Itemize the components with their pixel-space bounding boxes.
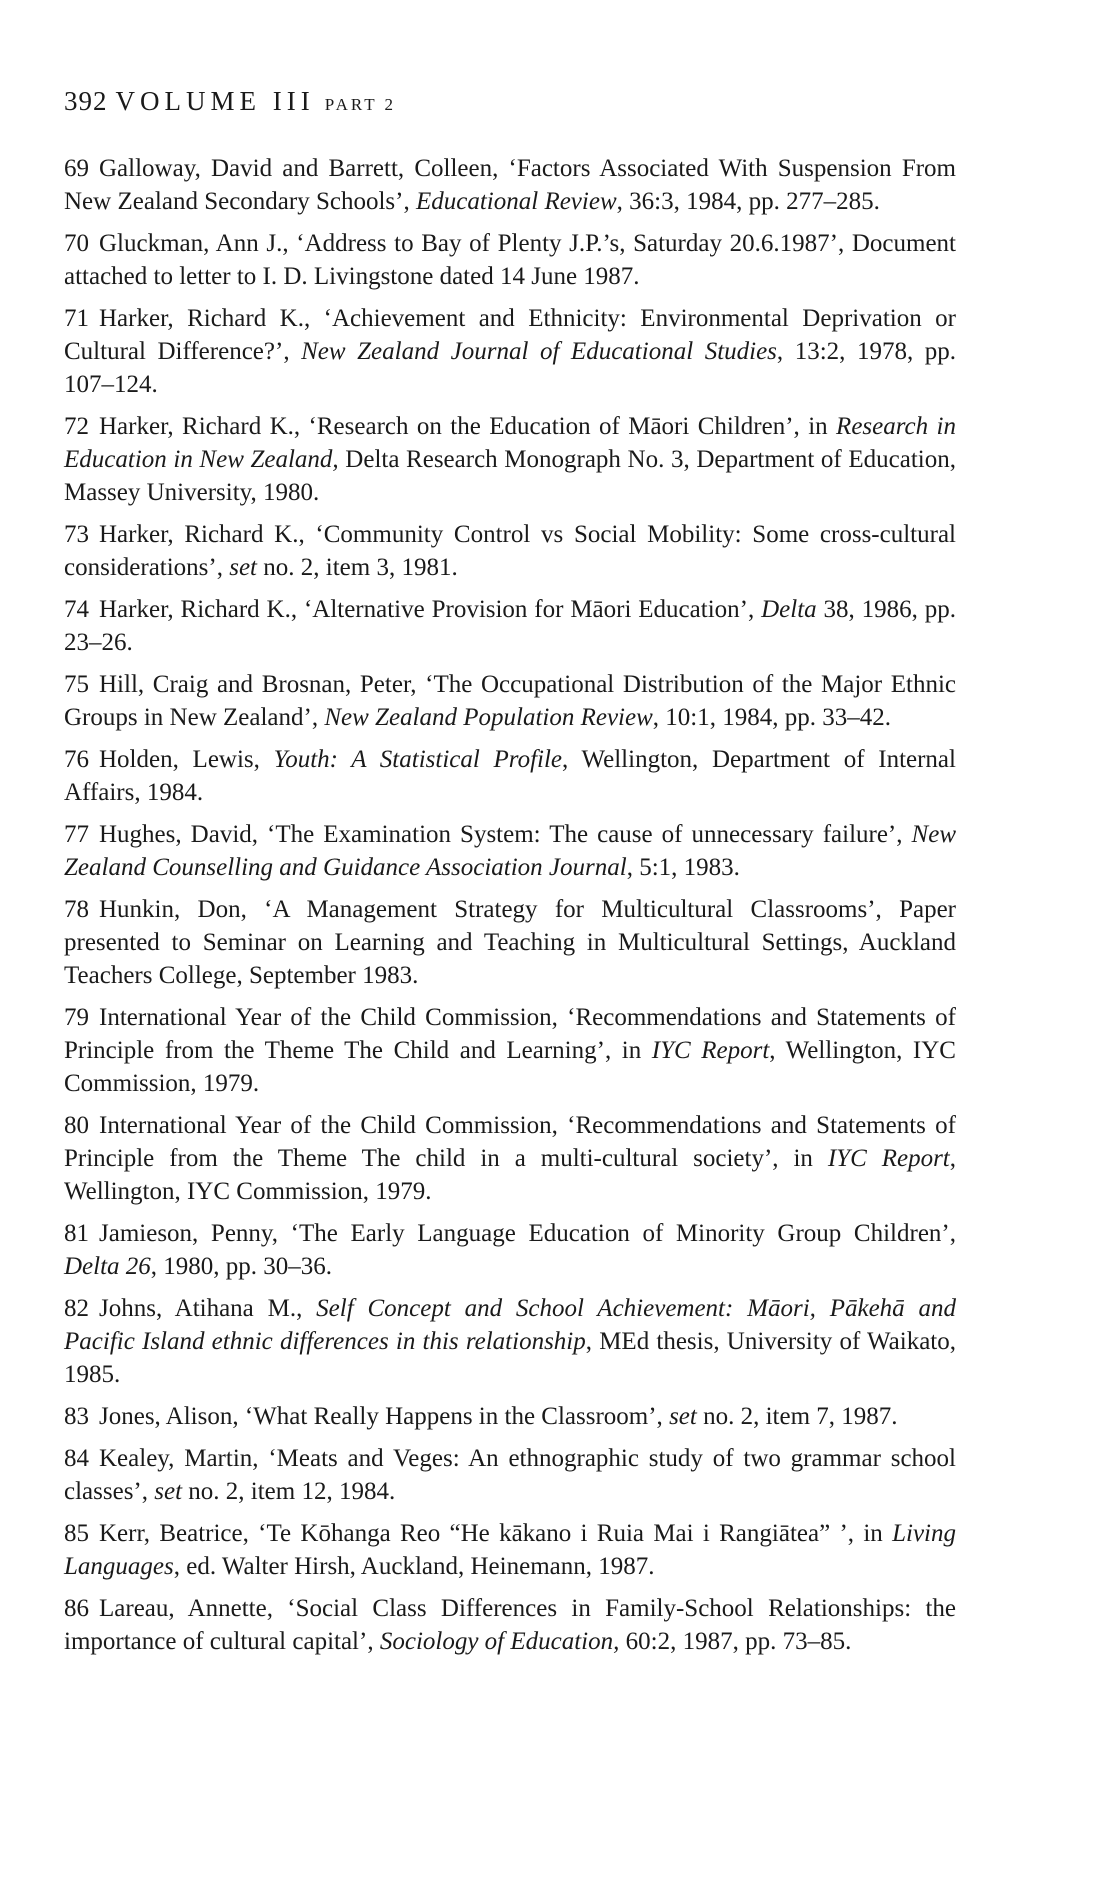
- reference-text: 60:2, 1987, pp. 73–85.: [619, 1628, 852, 1655]
- reference-text: Harker, Richard K., ‘Community Control vs Social Mobility: Some cross-cultural considerations’,: [64, 521, 956, 581]
- reference-entry: [64, 1400, 956, 1433]
- reference-number: 83: [64, 1403, 89, 1430]
- reference-text: , 36:3, 1984, pp. 277–285.: [616, 188, 880, 215]
- reference-text: Hill, Craig and Brosnan, Peter, ‘The Occupational Distribution of the Major Ethnic Groups in New Zealand’,: [64, 671, 956, 731]
- reference-entry: [64, 1109, 956, 1208]
- reference-text: Kealey, Martin, ‘Meats and Veges: An ethnographic study of two grammar school classes’,: [64, 1445, 956, 1505]
- reference-number: 85: [64, 1520, 89, 1547]
- reference-text: , 5:1, 1983.: [626, 854, 740, 881]
- reference-text: Kerr, Beatrice, ‘Te Kōhanga Reo “He kākano i Ruia Mai i Rangiātea” ’, in: [99, 1520, 893, 1547]
- reference-text: Lareau, Annette, ‘Social Class Differences in Family-School Relationships: the importance of cultural capital’,: [64, 1595, 956, 1655]
- reference-number: 82: [64, 1295, 89, 1322]
- reference-entry: [64, 227, 956, 293]
- reference-title-italic: IYC Report: [827, 1145, 950, 1172]
- reference-title-italic: set: [154, 1478, 183, 1505]
- reference-text: no. 2, item 7, 1987.: [696, 1403, 898, 1430]
- reference-text: , MEd thesis, University of Waikato, 1985.: [64, 1328, 956, 1388]
- reference-entry: [64, 743, 956, 809]
- reference-title-italic: Delta 26: [64, 1253, 151, 1280]
- reference-title-italic: Youth: A Statistical Profile: [273, 746, 563, 773]
- reference-number: 84: [64, 1445, 89, 1472]
- reference-entry: [64, 668, 956, 734]
- reference-text: Jones, Alison, ‘What Really Happens in the Classroom’,: [99, 1403, 670, 1430]
- reference-entry: [64, 1442, 956, 1508]
- reference-number: 71: [64, 305, 89, 332]
- reference-title-italic: Educational Review: [415, 188, 617, 215]
- reference-title-italic: Delta: [761, 596, 817, 623]
- reference-number: 81: [64, 1220, 89, 1247]
- reference-text: Harker, Richard K., ‘Alternative Provision for Māori Education’,: [99, 596, 762, 623]
- reference-title-italic: Sociology of Education,: [379, 1628, 620, 1655]
- volume-label: VOLUME III: [115, 86, 315, 116]
- reference-text: International Year of the Child Commission, ‘Recommendations and Statements of Principle from the Theme The Child and Learning’, in: [64, 1004, 956, 1064]
- reference-text: , 1980, pp. 30–36.: [150, 1253, 333, 1280]
- part-label: PART 2: [324, 95, 397, 114]
- reference-number: 74: [64, 596, 89, 623]
- reference-entry: [64, 1217, 956, 1283]
- reference-text: 38, 1986, pp. 23–26.: [64, 596, 956, 656]
- reference-entry: [64, 302, 956, 401]
- reference-title-italic: Self Concept and School Achievement: Māori, Pākehā and Pacific Island ethnic differences in this relationship: [64, 1295, 956, 1355]
- reference-number: 72: [64, 413, 89, 440]
- reference-text: , Wellington, Department of Internal Affairs, 1984.: [64, 746, 956, 806]
- reference-number: 79: [64, 1004, 89, 1031]
- reference-number: 69: [64, 155, 89, 182]
- reference-text: , Wellington, IYC Commission, 1979.: [64, 1037, 956, 1097]
- reference-text: , 13:2, 1978, pp. 107–124.: [64, 338, 957, 398]
- reference-list: [64, 152, 956, 1658]
- reference-text: Johns, Atihana M.,: [99, 1295, 317, 1322]
- reference-text: Delta Research Monograph No. 3, Department of Education, Massey University, 1980.: [64, 446, 956, 506]
- reference-entry: [64, 1592, 956, 1658]
- reference-title-italic: New Zealand Population Review: [324, 704, 653, 731]
- reference-title-italic: set: [229, 554, 258, 581]
- reference-number: 86: [64, 1595, 89, 1622]
- running-head: [64, 84, 956, 122]
- reference-text: Gluckman, Ann J., ‘Address to Bay of Plenty J.P.’s, Saturday 20.6.1987’, Document attached to letter to I. D. Livingstone dated 14 June 1987.: [64, 230, 956, 290]
- reference-text: no. 2, item 3, 1981.: [257, 554, 458, 581]
- reference-number: 77: [64, 821, 89, 848]
- reference-number: 73: [64, 521, 89, 548]
- reference-entry: [64, 1001, 956, 1100]
- reference-text: , ed. Walter Hirsh, Auckland, Heinemann, 1987.: [173, 1553, 655, 1580]
- reference-text: Harker, Richard K., ‘Achievement and Ethnicity: Environmental Deprivation or Cultural Difference?’,: [64, 305, 956, 365]
- reference-number: 78: [64, 896, 89, 923]
- reference-text: Jamieson, Penny, ‘The Early Language Education of Minority Group Children’,: [99, 1220, 956, 1247]
- reference-title-italic: New Zealand Counselling and Guidance Association Journal: [64, 821, 956, 881]
- reference-text: International Year of the Child Commission, ‘Recommendations and Statements of Principle from the Theme The child in a multi-cultural society’, in: [64, 1112, 956, 1172]
- reference-text: Holden, Lewis,: [99, 746, 274, 773]
- reference-text: Hughes, David, ‘The Examination System: The cause of unnecessary failure’,: [99, 821, 912, 848]
- reference-entry: [64, 518, 956, 584]
- reference-entry: [64, 152, 956, 218]
- reference-entry: [64, 1517, 956, 1583]
- page: [64, 84, 956, 1667]
- reference-title-italic: Research in Education in New Zealand,: [64, 413, 956, 473]
- reference-text: Hunkin, Don, ‘A Management Strategy for Multicultural Classrooms’, Paper presented to Seminar on Learning and Teaching in Multicultural Settings, Auckland Teachers College, September 1983.: [64, 896, 956, 989]
- reference-number: 70: [64, 230, 89, 257]
- reference-text: , 10:1, 1984, pp. 33–42.: [652, 704, 891, 731]
- reference-text: , Wellington, IYC Commission, 1979.: [64, 1145, 956, 1205]
- reference-title-italic: set: [669, 1403, 697, 1430]
- reference-text: no. 2, item 12, 1984.: [182, 1478, 396, 1505]
- reference-title-italic: IYC Report: [651, 1037, 770, 1064]
- reference-entry: [64, 818, 956, 884]
- reference-text: Galloway, David and Barrett, Colleen, ‘Factors Associated With Suspension From New Zealand Secondary Schools’,: [64, 155, 956, 215]
- reference-entry: [64, 593, 956, 659]
- reference-number: 76: [64, 746, 89, 773]
- reference-title-italic: New Zealand Journal of Educational Studies: [301, 338, 777, 365]
- reference-number: 80: [64, 1112, 89, 1139]
- reference-entry: [64, 893, 956, 992]
- reference-number: 75: [64, 671, 89, 698]
- page-number: 392: [64, 86, 108, 116]
- reference-text: Harker, Richard K., ‘Research on the Education of Māori Children’, in: [99, 413, 837, 440]
- reference-entry: [64, 1292, 956, 1391]
- reference-entry: [64, 410, 956, 509]
- reference-title-italic: Living Languages: [64, 1520, 956, 1580]
